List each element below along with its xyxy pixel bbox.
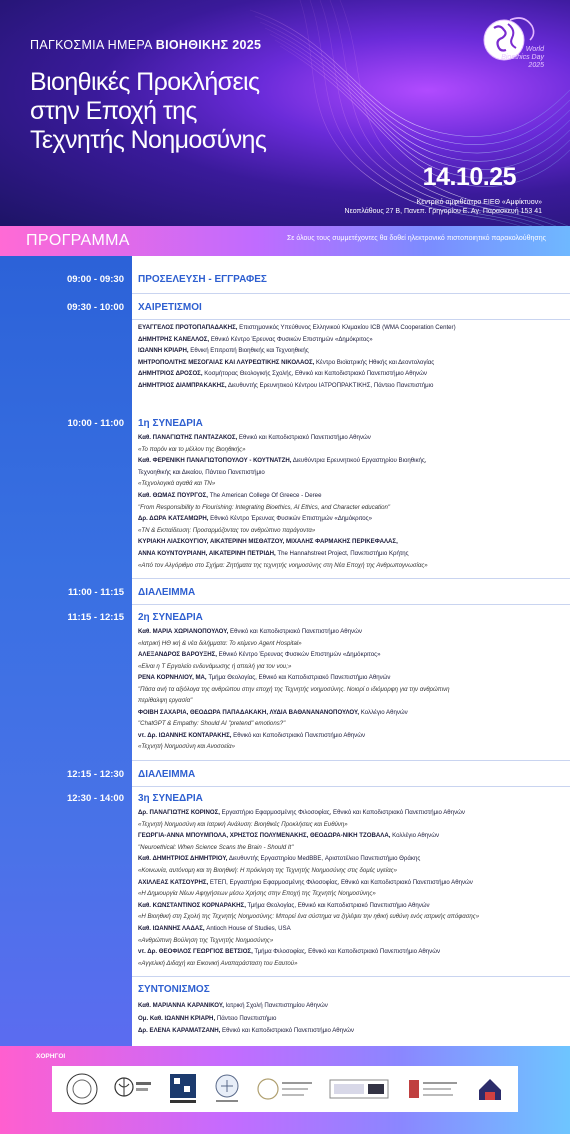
speaker-name: ΔΗΜΗΤΡΙΟΣ ΔΙΑΜΠΡΑΚΑΚΗΣ, <box>138 382 227 389</box>
title-line-3: Τεχνητής Νοημοσύνης <box>30 126 267 154</box>
time-slot: 12:15 - 12:30 <box>66 769 124 780</box>
talk-title-text: "Neuroethical: When Science Scans the Brain - Should It" <box>138 843 294 851</box>
program-bar <box>0 226 570 256</box>
speaker-affiliation: Τμήμα Θεολογίας, Εθνικό και Καποδιστριακό Πανεπιστήμιο Αθηνών <box>206 674 391 681</box>
talk-title-text: «Από τον Αλγόριθμο στο Σχήμα: Ζητήματα της τεχνητής νοημοσύνης στη Νέα Εποχή της Ανθρωπογνωσίας» <box>138 561 428 569</box>
talk-title <box>138 527 566 535</box>
time-slot: 09:00 - 09:30 <box>66 274 124 285</box>
talk-title <box>138 504 566 512</box>
speaker-line <box>138 492 566 500</box>
eie-logo-icon <box>212 1072 242 1106</box>
speaker-line <box>138 651 566 659</box>
talk-title-text: «Η Βιοηθική στη Σχολή της Τεχνητής Νοημοσύνης: Μπορεί ένα σύστημα να ζηλέψει την ηθική ευθύνη ενός ιατρικής απόφασης» <box>138 913 480 921</box>
section-welcome: ΧΑΙΡΕΤΙΣΜΟΙ <box>138 302 202 313</box>
sponsor-logo <box>212 1072 242 1106</box>
speaker-name: ΚΥΡΙΑΚΗ ΛΙΑΣΚΟΥΓΙΟΥ, ΑΙΚΑΤΕΡΙΝΗ ΜΙΣΘΑΤΖΟΥ, ΜΙΧΑΛΗΣ ΦΑΡΜΑΚΗΣ ΠΕΡΙΚΕΦΑΛΑΣ, <box>138 538 398 546</box>
speaker-affiliation: Διευθυντής Ερευνητικού Κέντρου ΙΑΤΡΟΠΡΑΚΤΙΚΗΣ, Πάντειο Πανεπιστήμιο <box>226 382 434 389</box>
speaker-affiliation: Εθνικό και Καποδιστριακό Πανεπιστήμιο Αθηνών <box>228 628 362 635</box>
subtitle-bold: ΒΙΟΗΘΙΚΗΣ 2025 <box>155 38 262 52</box>
speaker-name: ΜΗΤΡΟΠΟΛΙΤΗΣ ΜΕΣΟΓΑΙΑΣ ΚΑΙ ΛΑΥΡΕΩΤΙΚΗΣ ΝΙΚΟΛΑΟΣ, <box>138 358 315 366</box>
speaker-affiliation: ΕΤΕΠ, Εργαστήριο Εφαρμοσμένης Φιλοσοφίας, Εθνικό και Καποδιστριακό Πανεπιστήμιο Αθηνών <box>208 878 473 886</box>
divider <box>132 293 570 294</box>
talk-title-text: «Ιατρική ΗΘ ική & νέα διλήμματα: Το κείμενο Agent Hospital» <box>138 639 302 647</box>
speaker-name: Καθ. ΜΑΡΙΑ ΧΩΡΙΑΝΟΠΟΥΛΟΥ, <box>138 628 229 635</box>
university-logo-icon <box>256 1072 314 1106</box>
speaker-affiliation: Τμήμα Θεολογίας, Εθνικό και Καποδιστριακό Πανεπιστήμιο Αθηνών <box>245 901 430 909</box>
time-slot: 12:30 - 14:00 <box>66 793 124 804</box>
talk-title <box>138 913 566 921</box>
speaker-line <box>138 709 566 717</box>
speaker-name: ΓΕΩΡΓΙΑ-ΑΝΝΑ ΜΠΟΥΜΠΟΛΑ, ΧΡΗΣΤΟΣ ΠΟΛΥΜΕΝΑΚΗΣ, ΘΕΟΔΩΡΑ-ΝΙΚΗ ΤΖΟΒΑΛΑ, <box>138 832 391 840</box>
talk-title <box>138 867 566 875</box>
speaker-affiliation: Τεχνοηθικής και Δικαίου, Πάντειο Πανεπιστήμιο <box>138 468 265 476</box>
speaker-line <box>138 1015 566 1023</box>
venue-line-1: Κεντρικό αμφιθέατρο ΕΙΕΘ «Αμφίκτυον» <box>416 199 542 206</box>
speaker-line <box>138 434 566 442</box>
house-logo-icon <box>475 1072 505 1106</box>
speaker-affiliation: Τμήμα Φιλοσοφίας, Εθνικό και Καποδιστριακό Πανεπιστήμιο Αθηνών <box>252 948 441 956</box>
demokritos-logo-icon <box>168 1072 198 1106</box>
event-date: 14.10.25 <box>422 163 516 191</box>
speaker-line <box>138 382 566 390</box>
speaker-affiliation: Διευθυντής Εργαστηρίου MedBBE, Αριστοτέλειο Πανεπιστήμιο Θράκης <box>227 855 421 863</box>
speaker-name: ΡΕΝΑ ΚΟΡΝΗΛΙΟΥ, MA, <box>138 674 207 681</box>
speaker-name: ΕΥΑΓΓΕΛΟΣ ΠΡΟΤΟΠΑΠΑΔΑΚΗΣ, <box>138 324 238 331</box>
speaker-affiliation: Εθνικό και Καποδιστριακό Πανεπιστήμιο Αθηνών <box>220 1027 354 1034</box>
event-title <box>30 68 266 155</box>
divider <box>132 760 570 761</box>
wma-logo-icon <box>65 1072 99 1106</box>
speaker-name: ντ. Δρ. ΘΕΟΦΙΛΟΣ ΓΕΩΡΓΙΟΣ ΒΕΤΣΙΟΣ, <box>138 948 253 956</box>
speaker-affiliation: Ιατρική Σχολή Πανεπιστημίου Αθηνών <box>223 1002 328 1009</box>
speaker-affiliation: Εθνικό Κέντρο Έρευνας Φυσικών Επιστημών «Δημόκριτος» <box>216 651 381 658</box>
talk-title-text: "ChatGPT & Empathy: Should AI "pretend" emotions?" <box>138 720 286 727</box>
divider <box>132 976 570 977</box>
time-slot: 11:15 - 12:15 <box>67 612 124 623</box>
speaker-line <box>138 1002 566 1010</box>
time-slot: 11:00 - 11:15 <box>68 587 124 598</box>
talk-title <box>138 640 566 648</box>
talk-title-text: «Είναι η Τ Εργαλείο ενδυνάμωσης ή απειλή για τον νου;» <box>138 662 292 670</box>
time-slot: 09:30 - 10:00 <box>66 302 124 313</box>
talk-title-text: περίθαλψη εργασία" <box>138 697 193 704</box>
sponsor-logo <box>475 1072 505 1106</box>
title-line-2: στην Εποχή της <box>30 97 197 125</box>
talk-title-text: «Τεχνητή Νοημοσύνη και Ανοσοεία» <box>138 743 236 750</box>
sponsors-label: ΧΟΡΗΓΟΙ <box>36 1053 66 1060</box>
speaker-affiliation: Επιστημονικός Υπεύθυνος Ελληνικού Κλιμακίου ICB (WMA Cooperation Center) <box>237 324 456 331</box>
speaker-name: Καθ. ΙΩΑΝΝΗΣ ΛΑΔΑΣ, <box>138 925 205 932</box>
speaker-affiliation: Κολλέγιο Αθηνών <box>390 832 440 840</box>
talk-title <box>138 844 566 852</box>
talk-title <box>138 937 566 945</box>
talk-title-text: «ΤΝ & Εκπαίδευση: Προσαρμόζοντας τον ανθρώπινο παράγοντα» <box>138 526 316 534</box>
event-subtitle <box>30 38 261 52</box>
time-slot: 10:00 - 11:00 <box>67 418 124 429</box>
venue-line-2: Νεοπλάθους 27 Β, Πανεπ. Γρηγορίου Ε. Αγ. Παρασκευή 153 41 <box>344 208 542 215</box>
logo-text: World Bioethics Day 2025 <box>501 46 544 69</box>
program-label: ΠΡΟΓΡΑΜΜΑ <box>26 232 130 249</box>
talk-title <box>138 720 566 728</box>
sponsor-logos <box>52 1066 518 1112</box>
talk-title-text: «Τεχνητή Νοημοσύνη και Ιατρική Ανάλυση: Βιοηθικές Προκλήσεις και Ευθύνη» <box>138 820 348 828</box>
event-venue <box>345 198 542 216</box>
footer-sponsors <box>0 1046 570 1134</box>
speaker-affiliation: Διευθύντρια Ερευνητικού Εργαστηρίου Βιοηθικής, <box>291 457 427 465</box>
talk-title-text: «Το παρόν και το μέλλον της Βιοηθικής» <box>138 445 246 453</box>
speaker-name: ΔΗΜΗΤΡΗΣ ΚΑΝΕΛΛΟΣ, <box>138 335 210 343</box>
section-session-1: 1η ΣΥΝΕΔΡΙΑ <box>138 418 203 429</box>
timeline-column <box>0 256 132 1046</box>
speaker-affiliation: Πάντειο Πανεπιστήμιο <box>215 1014 277 1022</box>
speaker-affiliation: Κέντρο Βιοϊατρικής Ηθικής και Δεοντολογίας <box>314 358 435 366</box>
speaker-line <box>138 674 566 682</box>
speaker-line <box>138 550 566 558</box>
sponsor-logo <box>328 1072 390 1106</box>
talk-title-text: "From Responsibility to Flourishing: Integrating Bioethics, AI Ethics, and Character education" <box>138 503 391 511</box>
subtitle-plain: ΠΑΓΚΟΣΜΙΑ ΗΜΕΡΑ <box>30 38 156 52</box>
sponsor-logo <box>113 1072 153 1106</box>
program-content <box>132 256 570 1046</box>
section-session-3: 3η ΣΥΝΕΔΡΙΑ <box>138 793 203 804</box>
talk-title <box>138 890 566 898</box>
talk-title-text: «Τεχνολογικά αγαθά και ΤΝ» <box>138 480 216 488</box>
talk-title <box>138 743 566 751</box>
research-center-logo-icon <box>405 1072 461 1106</box>
title-line-1: Βιοηθικές Προκλήσεις <box>30 68 260 96</box>
speaker-name: Καθ. ΔΗΜΗΤΡΙΟΣ ΔΗΜΗΤΡΙΟΥ, <box>138 855 228 863</box>
speaker-line <box>138 538 566 546</box>
speaker-line <box>138 1027 566 1035</box>
bioethics-lab-logo-icon <box>113 1072 153 1106</box>
sponsor-logo <box>65 1072 99 1106</box>
speaker-line <box>138 347 566 355</box>
section-arrival: ΠΡΟΣΕΛΕΥΣΗ - ΕΓΓΡΑΦΕΣ <box>138 274 267 285</box>
section-session-2: 2η ΣΥΝΕΔΡΙΑ <box>138 612 203 623</box>
speaker-name: Καθ. ΠΑΝΑΓΙΩΤΗΣ ΠΑΝΤΑΖΑΚΟΣ, <box>138 434 238 441</box>
speaker-line <box>138 336 566 344</box>
speaker-line <box>138 832 566 840</box>
talk-title-text: «Αγγελική Διδαχή και Εικονική Αναπαράσταση του Εαυτού» <box>138 959 298 967</box>
speaker-line <box>138 855 566 863</box>
talk-title-text: «Η Δημιουργία Νέων Αφηγήσεων μέσω Χρήσης στην Εποχή της Τεχνητής Νοημοσύνης» <box>138 890 376 898</box>
speaker-line <box>138 925 566 933</box>
speaker-name: Ομ. Καθ. ΙΩΑΝΝΗ ΚΡΙΑΡΗ, <box>138 1014 216 1022</box>
divider <box>132 786 570 787</box>
speaker-name: ΑΧΙΛΛΕΑΣ ΚΑΤΣΟΥΡΗΣ, <box>138 878 209 886</box>
speaker-affiliation: The American College Of Greece - Deree <box>208 492 322 499</box>
talk-title <box>138 960 566 968</box>
speaker-name: ΑΝΝΑ ΚΟΥΝΤΟΥΡΙΑΝΗ, ΑΙΚΑΤΕΡΙΝΗ ΠΕΤΡΙΔΗ, <box>138 550 276 557</box>
talk-title <box>138 686 566 694</box>
speaker-affiliation: Εθνικό και Καποδιστριακό Πανεπιστήμιο Αθηνών <box>231 731 366 739</box>
sponsor-logo <box>256 1072 314 1106</box>
speaker-name: ΙΩΑΝΝΗ ΚΡΙΑΡΗ, <box>138 347 189 355</box>
speaker-line <box>138 457 566 465</box>
talk-title <box>138 562 566 570</box>
section-break-1: ΔΙΑΛΕΙΜΜΑ <box>138 587 196 598</box>
speaker-name: Καθ. ΘΩΜΑΣ ΠΟΥΡΓΟΣ, <box>138 492 208 499</box>
speaker-name: Καθ. ΜΑΡΙΑΝΝΑ ΚΑΡΑΝΙΚΟΥ, <box>138 1002 224 1009</box>
divider <box>132 604 570 605</box>
speaker-name: Καθ. ΦΕΡΕΝΙΚΗ ΠΑΝΑΓΙΩΤΟΠΟΥΛΟΥ - ΚΟΥΤΝΑΤΖΗ, <box>138 457 292 465</box>
speaker-affiliation: Κοσμήτορας Θεολογικής Σχολής, Εθνικό και Καποδιστριακό Πανεπιστήμιο Αθηνών <box>202 370 427 378</box>
talk-title-text: «Ανθρώπινη Βούληση της Τεχνητής Νοημοσύνης» <box>138 936 274 944</box>
speaker-line <box>138 732 566 740</box>
speaker-affiliation: Εθνική Επιτροπή Βιοηθικής και Τεχνοηθικής <box>188 347 309 355</box>
talk-title <box>138 663 566 671</box>
speaker-line <box>138 370 566 378</box>
certificate-note: Σε όλους τους συμμετέχοντες θα δοθεί ηλεκτρονικό πιστοποιητικό παρακολούθησης <box>286 235 546 242</box>
sponsor-logo <box>405 1072 461 1106</box>
sponsor-logo <box>168 1072 198 1106</box>
talk-title <box>138 480 566 488</box>
speaker-affiliation: Εθνικό και Καποδιστριακό Πανεπιστήμιο Αθηνών <box>237 434 371 441</box>
speaker-affiliation: Εργαστήριο Εφαρμοσμένης Φιλοσοφίας, Εθνικό και Καποδιστριακό Πανεπιστήμιο Αθηνών <box>219 809 465 816</box>
medical-school-logo-icon <box>328 1072 390 1106</box>
section-coordinators: ΣΥΝΤΟΝΙΣΜΟΣ <box>138 984 210 995</box>
speaker-affiliation: The Hannahstreet Project, Πανεπιστήμιο Κρήτης <box>275 550 409 557</box>
speaker-line <box>138 809 566 817</box>
speaker-name: ΦΟΙΒΗ ΣΑΧΑΡΙΑ, ΘΕΟΔΩΡΑ ΠΑΠΑΔΑΚΑΚΗ, ΛΥΔΙΑ ΒΑΘΑΝΑΝΑΝΟΠΟΥΛΟΥ, <box>138 708 360 716</box>
talk-title <box>138 446 566 454</box>
speaker-line <box>138 469 566 477</box>
speaker-line <box>138 902 566 910</box>
divider <box>132 578 570 579</box>
speaker-line <box>138 628 566 636</box>
speaker-name: Δρ. ΔΩΡΑ ΚΑΤΣΑΜΩΡΗ, <box>138 515 209 523</box>
speaker-name: Καθ. ΚΩΝΣΤΑΝΤΙΝΟΣ ΚΟΡΝΑΡΑΚΗΣ, <box>138 901 246 909</box>
speaker-name: ΑΛΕΞΑΝΔΡΟΣ ΒΑΡΟΥΞΗΣ, <box>138 651 217 658</box>
speaker-name: Δρ. ΠΑΝΑΓΙΩΤΗΣ ΚΟΡΙΝΟΣ, <box>138 809 220 816</box>
talk-title <box>138 697 566 705</box>
header-banner <box>0 0 570 226</box>
speaker-line <box>138 948 566 956</box>
speaker-affiliation: Εθνικό Κέντρο Έρευνας Φυσικών Επιστημών «Δημόκριτος» <box>208 515 372 523</box>
speaker-line <box>138 324 566 332</box>
divider <box>132 319 570 320</box>
speaker-affiliation: Antioch House of Studies, USA <box>204 925 291 932</box>
speaker-name: Δρ. ΕΛΕΝΑ ΚΑΡΑΜΑΤΖΑΝΗ, <box>138 1027 221 1034</box>
speaker-line <box>138 879 566 887</box>
speaker-affiliation: Κολλέγιο Αθηνών <box>359 708 408 716</box>
speaker-name: ΔΗΜΗΤΡΙΟΣ ΔΡΟΣΟΣ, <box>138 370 203 378</box>
speaker-line <box>138 515 566 523</box>
section-break-2: ΔΙΑΛΕΙΜΜΑ <box>138 769 196 780</box>
speaker-name: ντ. Δρ. ΙΩΑΝΝΗΣ ΚΟΝΤΑΡΑΚΗΣ, <box>138 731 232 739</box>
talk-title-text: "Πάσα ανή τα αξιόλογα της ανθρώπου στην εποχή της Τεχνητής νοημοσύνης. Νοιορί ο ιδιόμορφη για την ανθρώπινη <box>138 685 450 693</box>
speaker-affiliation: Εθνικό Κέντρο Έρευνας Φυσικών Επιστημών «Δημόκριτος» <box>209 335 373 343</box>
talk-title-text: «Κοινωνία, αυτόνομη και τη Βιοηθική: Η πρόκληση της Τεχνητής Νοημοσύνης στις δομές υγείας» <box>138 867 398 874</box>
talk-title <box>138 821 566 829</box>
speaker-line <box>138 359 566 367</box>
